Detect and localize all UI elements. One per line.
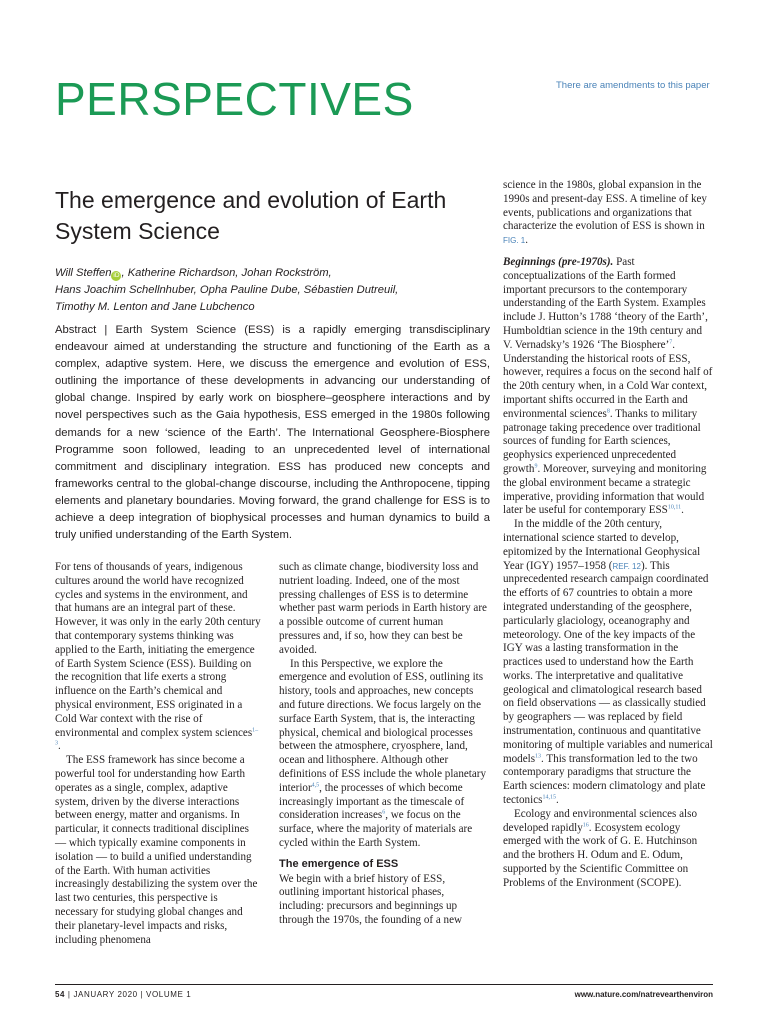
paragraph: Ecology and environmental sciences also developed rapidly$^{16}$. Ecosystem ecology emerged with the work of G. E. Hutchinson and the brothers H. Odum and E. Odum, supported by the Scientific Committee on Problems of the Environment (SCOPE). [503,807,698,889]
paragraph: science in the 1980s, global expansion in the 1990s and present-day ESS. A timeline of key events, publications and organizations that characterize the evolution of ESS is shown in FIG. 1. [503,179,707,247]
paragraph: In this Perspective, we explore the emergence and evolution of ESS, outlining its history, tools and approaches, new concepts and future directions. We focus largely on the surface Earth System, that is, the interacting physical, chemical and biological processes between the atmosphere, cryosphere, land, ocean and lithosphere. Although other definitions of ESS include the whole planetary interior$^{4,5}$, the processes of which become increasingly important as the timescale of consideration increases$^6$, we focus on the surface, where the majority of materials are cycled within the Earth System. [279,657,487,849]
body-column-1 [55,561,261,947]
paragraph: In the middle of the 20th century, international science started to develop, epitomized by the International Geophysical Year (IGY) 1957–1958 (REF. 12). This unprecedented research campaign coordinated the efforts of 67 countries to obtain a more integrated understanding of the geosphere, particularly glaciology, oceanography and meteorology. One of the key impacts of the IGY was a lasting transformation in the practices used to understand how the Earth works. The interpretative and qualitative geological and climatological research based on field observations — as classically studied by geographers — was replaced by field instrumentation, continuous and quantitative monitoring of multiple variables and numerical models$^{13}$. This transformation led to the two contemporary paradigms that structure the Earth sciences: modern climatology and plate tectonics$^{14,15}$. [503,518,713,807]
citation-link[interactable]: 9 [534,463,538,470]
amendments-link[interactable]: There are amendments to this paper [556,80,710,91]
citation-link[interactable]: 4,5 [311,782,320,789]
footer-divider [55,984,713,985]
abstract-label: Abstract [55,324,97,336]
body-column-2 [279,561,487,928]
citation-link[interactable]: 7 [669,339,673,346]
citation-link[interactable]: 13 [535,752,542,759]
citation-link[interactable]: 10,11 [667,504,682,511]
citation-link[interactable]: 1–3 [55,726,259,747]
paragraph: We begin with a brief history of ESS, outlining important historical phases, including: precursors and beginnings up through the 1970s, the founding of a new [279,872,463,926]
author-list: Will Steffen iD , Katherine Richardson, Johan Rockström, Hans Joachim Schellnhuber, Opha Pauline Dube, Sébastien Dutreuil, Timothy M. Lenton and Jane Lubchenco [55,267,399,313]
paragraph: The ESS framework has since become a powerful tool for understanding how Earth operates as a single, complex, adaptive system, driven by the diverse interactions between energy, matter and organisms. In particular, it connects traditional disciplines — which typically examine components in isolation — to build a unified understanding of the Earth. With human activities increasingly destabilizing the system over the last two centuries, this perspective is necessary for studying global changes and their planetary-level impacts and risks, including phenomena [55,754,258,946]
figure-link[interactable]: FIG. 1 [503,236,526,246]
section-heading: The emergence of ESS [279,857,399,870]
author-first[interactable]: Will Steffen [55,267,112,279]
citation-link[interactable]: 16 [582,821,589,828]
section-title: PERSPECTIVES [55,73,414,125]
orcid-icon[interactable]: iD [113,272,120,279]
paragraph: For tens of thousands of years, indigenous cultures around the world have recognized cycles and systems in the environment, and that humans are an integral part of these. However, it was only in the early 20th century that contemporary systems thinking was applied to the Earth, initiating the emergence of Earth System Science (ESS). Building on the recognition that life exerts a strong influence on the Earth’s chemical and physical environment, ESS originated in a Cold War context with the rise of environmental and complex system sciences$^{1-3}$. [55,561,261,753]
article-title: The emergence and evolution of Earth System Science [55,187,447,244]
body-column-3 [503,179,713,891]
citation-link[interactable]: 6 [382,809,386,816]
footer-page-info: 54 | JANUARY 2020 | VOLUME 1 [55,990,192,999]
citation-link[interactable]: 14,15 [542,794,556,801]
paragraph: such as climate change, biodiversity loss and nutrient loading. Indeed, one of the most pressing challenges of ESS is to determine whether past warm periods in Earth history are a possible outcome of current human pressures and, if so, how they can best be avoided. [279,561,487,656]
subsection-heading: Beginnings (pre-1970s). [503,255,614,268]
journal-url[interactable]: www.nature.com/natrevearthenviron [574,990,713,999]
abstract-text: Earth System Science (ESS) is a rapidly emerging transdisciplinary endeavour aimed at understanding the structure and functioning of the Earth as a complex, adaptive system. Here, we discuss the emergence and evolution of ESS, outlining the importance of these developments in advancing our understanding of global change. Inspired by early work on biosphere–geosphere interactions and by novel perspectives such as the Gaia hypothesis, ESS emerged in the 1980s following demands for a new ‘science of the Earth’. The International Geosphere-Biosphere Programme soon followed, leading to an unprecedented level of international commitment and disciplinary integration. ESS has produced new concepts and frameworks central to the global-change discourse, including the Anthropocene, tipping elements and planetary boundaries. Moving forward, the grand challenge for ESS is to achieve a deep integration of biophysical processes and human dynamics to build a truly unified understanding of the Earth System. [55,324,490,542]
page-number: 54 [55,990,66,999]
citation-link[interactable]: 8 [606,408,610,415]
paragraph: Beginnings (pre-1970s). Past conceptualizations of the Earth formed important precursors to the contemporary understanding of the Earth System. Examples include J. Hutton’s 1788 ‘theory of the Earth’, Humboldtian science in the 19th century and V. Vernadsky’s 1926 ‘The Biosphere’$^7$. Understanding the historical roots of ESS, however, requires a focus on the second half of the 20th century when, in a Cold War context, important shifts occurred in the Earth and environmental sciences$^8$. Thanks to military patronage taking precedence over traditional sources of funding for Earth sciences, geophysics experienced unprecedented growth$^9$. Moreover, surveying and monitoring the global environment became a strategic imperative, providing information that would later be useful for contemporary ESS$^{10,11}$. [503,255,713,517]
abstract: Abstract | Earth System Science (ESS) is a rapidly emerging transdisciplinary endeavour aimed at understanding the structure and functioning of the Earth as a complex, adaptive system. Here, we discuss the emergence and evolution of ESS, outlining the importance of these developments in advancing our understanding of global change. Inspired by early work on biosphere–geosphere interactions and by novel perspectives such as the Gaia hypothesis, ESS emerged in the 1980s following demands for a new ‘science of the Earth’. The International Geosphere-Biosphere Programme soon followed, leading to an unprecedented level of international commitment and disciplinary integration. ESS has produced new concepts and frameworks central to the global-change discourse, including the Anthropocene, tipping elements and planetary boundaries. Moving forward, the grand challenge for ESS is to achieve a deep integration of biophysical processes and human dynamics to build a truly unified understanding of the Earth System. [55,324,490,542]
reference-link[interactable]: REF. 12 [612,561,641,571]
